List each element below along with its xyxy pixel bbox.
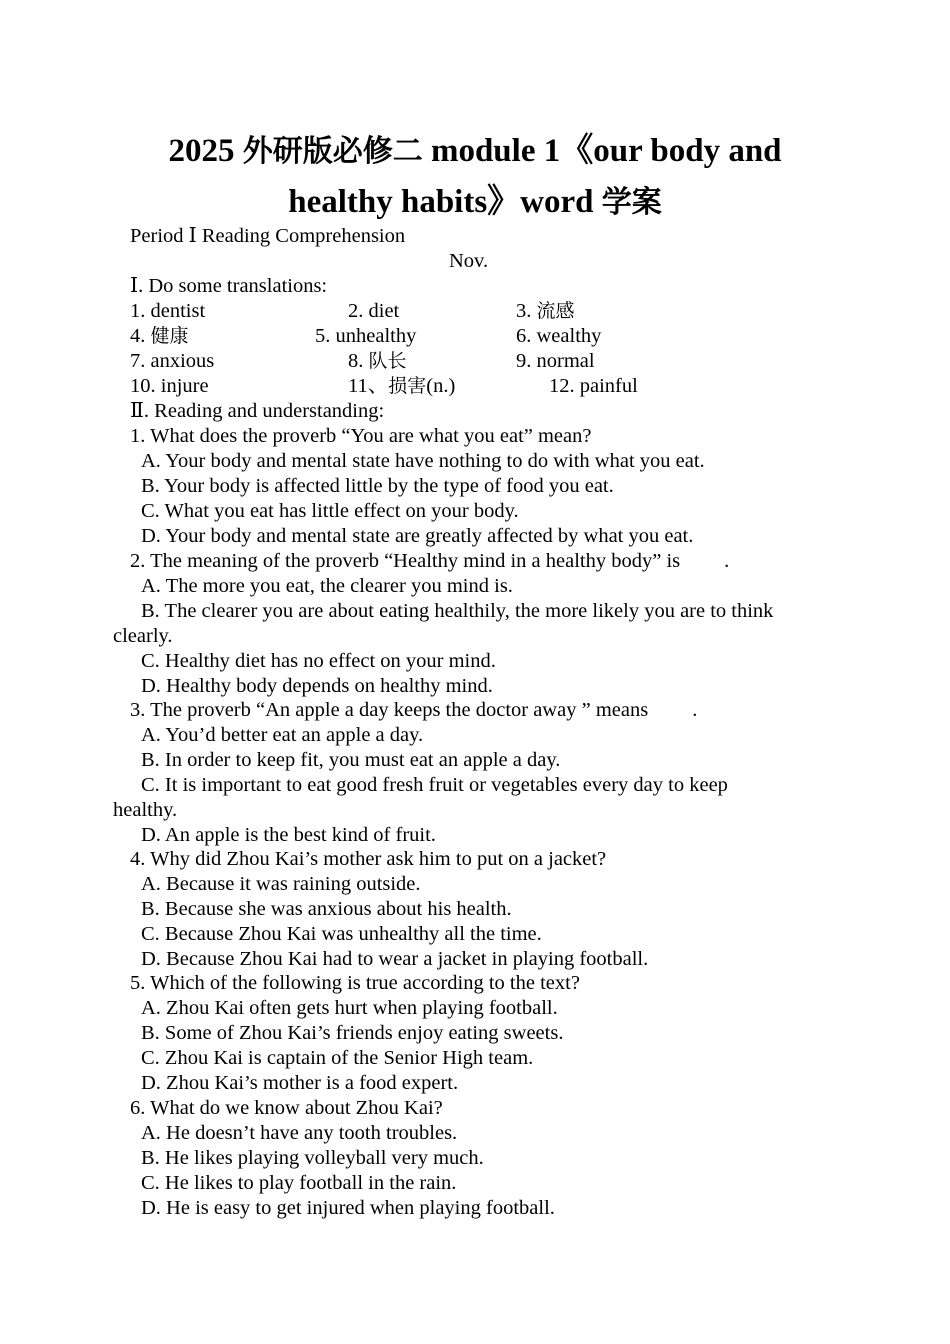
- title-line-2: [100, 177, 850, 228]
- translation-item: 8. 队长: [348, 350, 407, 372]
- option: D. Zhou Kai’s mother is a food expert.: [141, 1072, 459, 1094]
- question-5: 5. Which of the following is true according to the text?: [130, 972, 580, 994]
- title-module: module 1《our body and: [422, 133, 782, 169]
- option: B. Because she was anxious about his health.: [141, 898, 512, 920]
- section-1-heading: Ⅰ. Do some translations:: [130, 275, 328, 297]
- option: D. An apple is the best kind of fruit.: [141, 824, 436, 846]
- title-topic: healthy habits》word: [288, 184, 602, 220]
- translation-item: 3. 流感: [516, 300, 575, 322]
- question-1: 1. What does the proverb “You are what you eat” mean?: [130, 425, 592, 447]
- option: A. Because it was raining outside.: [141, 873, 421, 895]
- option: C. Because Zhou Kai was unhealthy all the time.: [141, 923, 542, 945]
- period-heading: Period Ⅰ Reading Comprehension: [130, 225, 406, 247]
- title-chinese: 外研版必修二: [242, 134, 423, 169]
- question-3: 3. The proverb “An apple a day keeps the doctor away ” means .: [130, 699, 698, 721]
- translation-item: 12. painful: [549, 375, 638, 397]
- document-title: [100, 126, 850, 228]
- option: C. Healthy diet has no effect on your mind.: [141, 650, 496, 672]
- option: A. You’d better eat an apple a day.: [141, 724, 424, 746]
- section-2-heading: Ⅱ. Reading and understanding:: [130, 400, 385, 422]
- translation-item: 6. wealthy: [516, 325, 602, 347]
- question-4: 4. Why did Zhou Kai’s mother ask him to put on a jacket?: [130, 848, 607, 870]
- option: A. Zhou Kai often gets hurt when playing football.: [141, 997, 558, 1019]
- translation-item: 7. anxious: [130, 350, 215, 372]
- option: A. Your body and mental state have nothing to do with what you eat.: [141, 450, 705, 472]
- date-label: Nov.: [449, 250, 489, 272]
- translation-item: 2. diet: [348, 300, 400, 322]
- translation-item: 5. unhealthy: [315, 325, 417, 347]
- option: D. He is easy to get injured when playing football.: [141, 1197, 555, 1219]
- option: B. The clearer you are about eating healthily, the more likely you are to think: [141, 600, 774, 622]
- option: D. Healthy body depends on healthy mind.: [141, 675, 493, 697]
- option-continuation: clearly.: [113, 625, 173, 647]
- title-doc-type: 学案: [601, 185, 662, 220]
- translation-item: 9. normal: [516, 350, 595, 372]
- translation-item: 10. injure: [130, 375, 209, 397]
- option-continuation: healthy.: [113, 799, 178, 821]
- title-line-1: [100, 126, 850, 177]
- translation-item: 11、损害(n.): [348, 375, 456, 397]
- option: B. Your body is affected little by the type of food you eat.: [141, 475, 614, 497]
- option: B. In order to keep fit, you must eat an apple a day.: [141, 749, 561, 771]
- option: C. He likes to play football in the rain.: [141, 1172, 457, 1194]
- title-year: 2025: [168, 133, 243, 169]
- option: A. He doesn’t have any tooth troubles.: [141, 1122, 458, 1144]
- option: C. It is important to eat good fresh fruit or vegetables every day to keep: [141, 774, 728, 796]
- option: C. What you eat has little effect on your body.: [141, 500, 519, 522]
- option: D. Because Zhou Kai had to wear a jacket in playing football.: [141, 948, 649, 970]
- question-2: 2. The meaning of the proverb “Healthy mind in a healthy body” is .: [130, 550, 730, 572]
- option: B. Some of Zhou Kai’s friends enjoy eating sweets.: [141, 1022, 564, 1044]
- option: D. Your body and mental state are greatly affected by what you eat.: [141, 525, 694, 547]
- translation-item: 4. 健康: [130, 325, 189, 347]
- option: B. He likes playing volleyball very much.: [141, 1147, 484, 1169]
- translation-item: 1. dentist: [130, 300, 206, 322]
- option: C. Zhou Kai is captain of the Senior High team.: [141, 1047, 534, 1069]
- option: A. The more you eat, the clearer you mind is.: [141, 575, 513, 597]
- question-6: 6. What do we know about Zhou Kai?: [130, 1097, 443, 1119]
